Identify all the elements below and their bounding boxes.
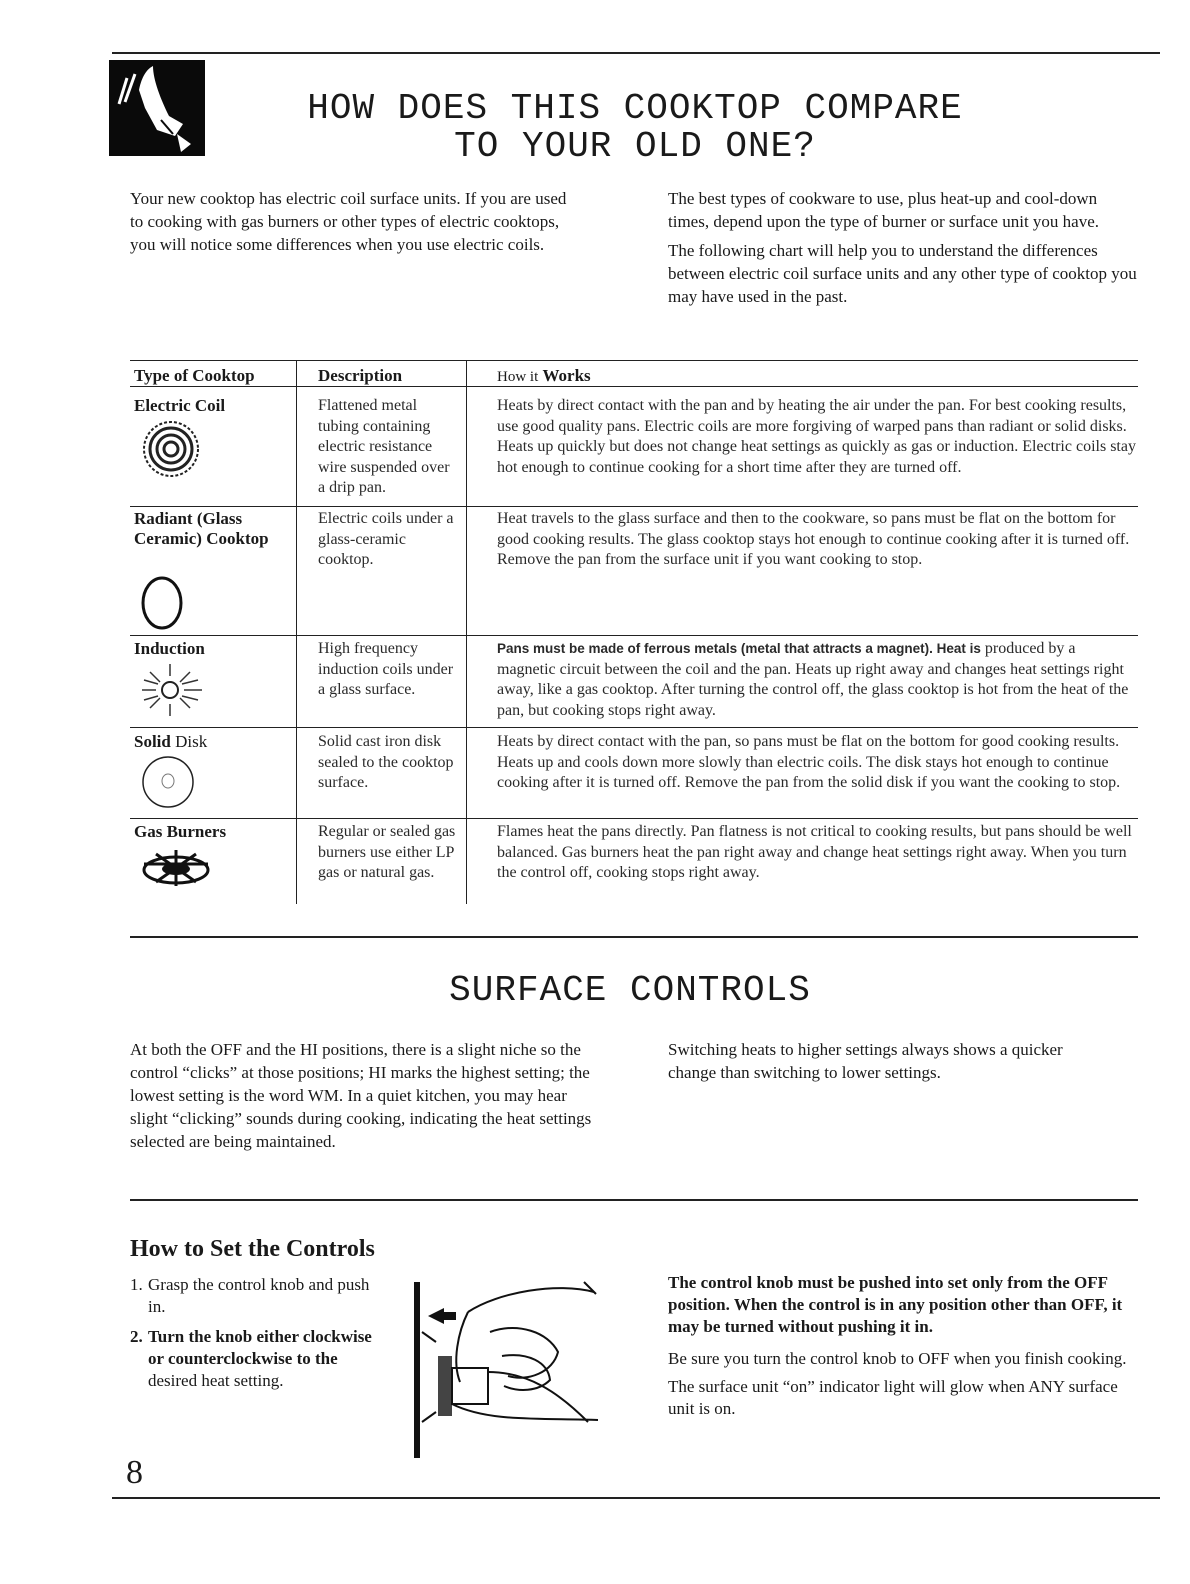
description-induction: High frequency induction coils under a glass surface. <box>318 640 454 698</box>
header-type: Type of Cooktop <box>134 366 255 385</box>
page-number: 8 <box>126 1454 143 1491</box>
description-electric-coil: Flattened metal tubing containing electric resistance wire suspended over a drip pan. <box>318 397 450 496</box>
solid-disk-icon <box>138 754 198 810</box>
col-divider-1 <box>296 360 297 904</box>
description-radiant: Electric coils under a glass-ceramic cooktop. <box>318 510 454 568</box>
type-solid-bold: Solid <box>134 732 171 751</box>
how-induction-bold: Pans must be made of ferrous metals (metal that attracts a magnet). Heat is <box>497 641 981 656</box>
surface-right: Switching heats to higher settings always shows a quicker change than switching to lower settings. <box>668 1040 1063 1082</box>
intro-left: Your new cooktop has electric coil surface units. If you are used to cooking with gas burners or other types of electric cooktops, you will notice some differences when you use electric coils. <box>130 189 567 254</box>
page-title-line2: TO YOUR OLD ONE? <box>454 126 816 167</box>
row-divider <box>130 635 1138 636</box>
gas-burner-icon <box>138 842 214 888</box>
hand-pointer-icon <box>109 60 205 156</box>
note-indicator-light: The surface unit “on” indicator light will glow when ANY surface unit is on. <box>668 1377 1118 1418</box>
note-bold: The control knob must be pushed into set only from the OFF position. When the control is in any position other than OFF, it may be turned without pushing it in. <box>668 1273 1123 1336</box>
header-how-prefix: How it <box>497 369 539 385</box>
type-solid-rest: Disk <box>175 732 208 751</box>
step-1-text: Grasp the control knob and push in. <box>148 1275 370 1316</box>
section-rule <box>130 1199 1138 1201</box>
how-electric-coil: Heats by direct contact with the pan and by heating the air under the pan. For best cooking results, use good quality pans. Electric coils are more forgiving of warped pans than radiant or solid disks. Heats up quickly but does not change heat settings as quickly as gas or induction. Electric coils stay hot enough to continue cooking for a short time after they are turned off. <box>497 397 1136 476</box>
table-top-rule <box>130 360 1138 361</box>
step-1 <box>130 1274 375 1400</box>
header-how <box>497 366 591 386</box>
how-gas-burners: Flames heat the pans directly. Pan flatness is not critical to cooking results, but pans should be well balanced. Gas burners heat the pan right away and change heat settings right away. When you turn the control off, cooking stops right away. <box>497 823 1132 881</box>
description-solid-disk: Solid cast iron disk sealed to the cooktop surface. <box>318 733 454 791</box>
intro-right-p1: The best types of cookware to use, plus heat-up and cool-down times, depend upon the type of burner or surface unit you have. <box>668 189 1100 231</box>
note-off: Be sure you turn the control knob to OFF when you finish cooking. <box>668 1349 1127 1368</box>
bottom-rule <box>112 1497 1160 1499</box>
type-induction: Induction <box>134 639 205 658</box>
how-to-heading: How to Set the Controls <box>130 1236 375 1262</box>
row-divider <box>130 506 1138 507</box>
surface-left: At both the OFF and the HI positions, there is a slight niche so the control “clicks” at those positions; HI marks the highest setting; the lowest setting is the word WM. In a quiet kitchen, you may hear slight “clicking” sounds during cooking, indicating the heat settings selected are being maintained. <box>130 1040 592 1151</box>
row-divider <box>130 727 1138 728</box>
how-induction <box>497 639 1137 721</box>
radiant-cooktop-icon <box>138 575 186 631</box>
row-divider <box>130 818 1138 819</box>
surface-controls-title: SURFACE CONTROLS <box>449 970 811 1011</box>
description-gas-burners: Regular or sealed gas burners use either LP gas or natural gas. <box>318 823 456 881</box>
type-electric-coil: Electric Coil <box>134 396 226 415</box>
col-divider-2 <box>466 360 467 904</box>
step-1-number: 1. <box>130 1275 143 1294</box>
page-title-line1: HOW DOES THIS COOKTOP COMPARE <box>307 88 963 129</box>
table-header-rule <box>130 386 1138 387</box>
top-rule <box>112 52 1160 54</box>
intro-right <box>668 187 1138 314</box>
step-2-text: desired heat setting. <box>148 1371 284 1390</box>
intro-right-p2: The following chart will help you to understand the differences between electric coil surface units and any other type of cooktop you may have used in the past. <box>668 241 1137 306</box>
push-knob-illustration <box>408 1272 608 1460</box>
header-description: Description <box>318 366 403 385</box>
section-rule <box>130 936 1138 938</box>
induction-icon <box>136 660 208 720</box>
type-radiant: Radiant (Glass Ceramic) Cooktop <box>134 509 269 548</box>
how-radiant: Heat travels to the glass surface and then to the cookware, so pans must be flat on the bottom for good cooking results. The glass cooktop stays hot enough to continue cooking after it is turned off. Remove the pan from the surface unit if you want cooking to stop. <box>497 510 1130 568</box>
header-how-strong: Works <box>542 366 591 385</box>
knob-notes <box>668 1272 1138 1428</box>
how-solid-disk: Heats by direct contact with the pan, so pans must be flat on the bottom for good cooking results. Heats up and cools down more slowly than electric coils. The disk stays hot enough to continue cooking after it is turned off. Remove the pan from the solid disk if you want the cooking to stop. <box>497 733 1121 791</box>
type-gas-burners: Gas Burners <box>134 822 227 841</box>
how-induction-text: produced by a magnetic circuit between the coil and the pan. Heats up right away and changes heat settings right away, like a gas cooktop. After turning the control off, the glass cooktop is hot from the heat of the pan, but cooking stops right away. <box>497 640 1129 719</box>
step-2 <box>130 1326 375 1392</box>
step-2-bold: Turn the knob either clockwise or counterclockwise to the <box>148 1327 372 1368</box>
step-2-number: 2. <box>130 1327 143 1346</box>
electric-coil-icon <box>140 418 202 480</box>
type-solid-disk <box>134 732 207 752</box>
